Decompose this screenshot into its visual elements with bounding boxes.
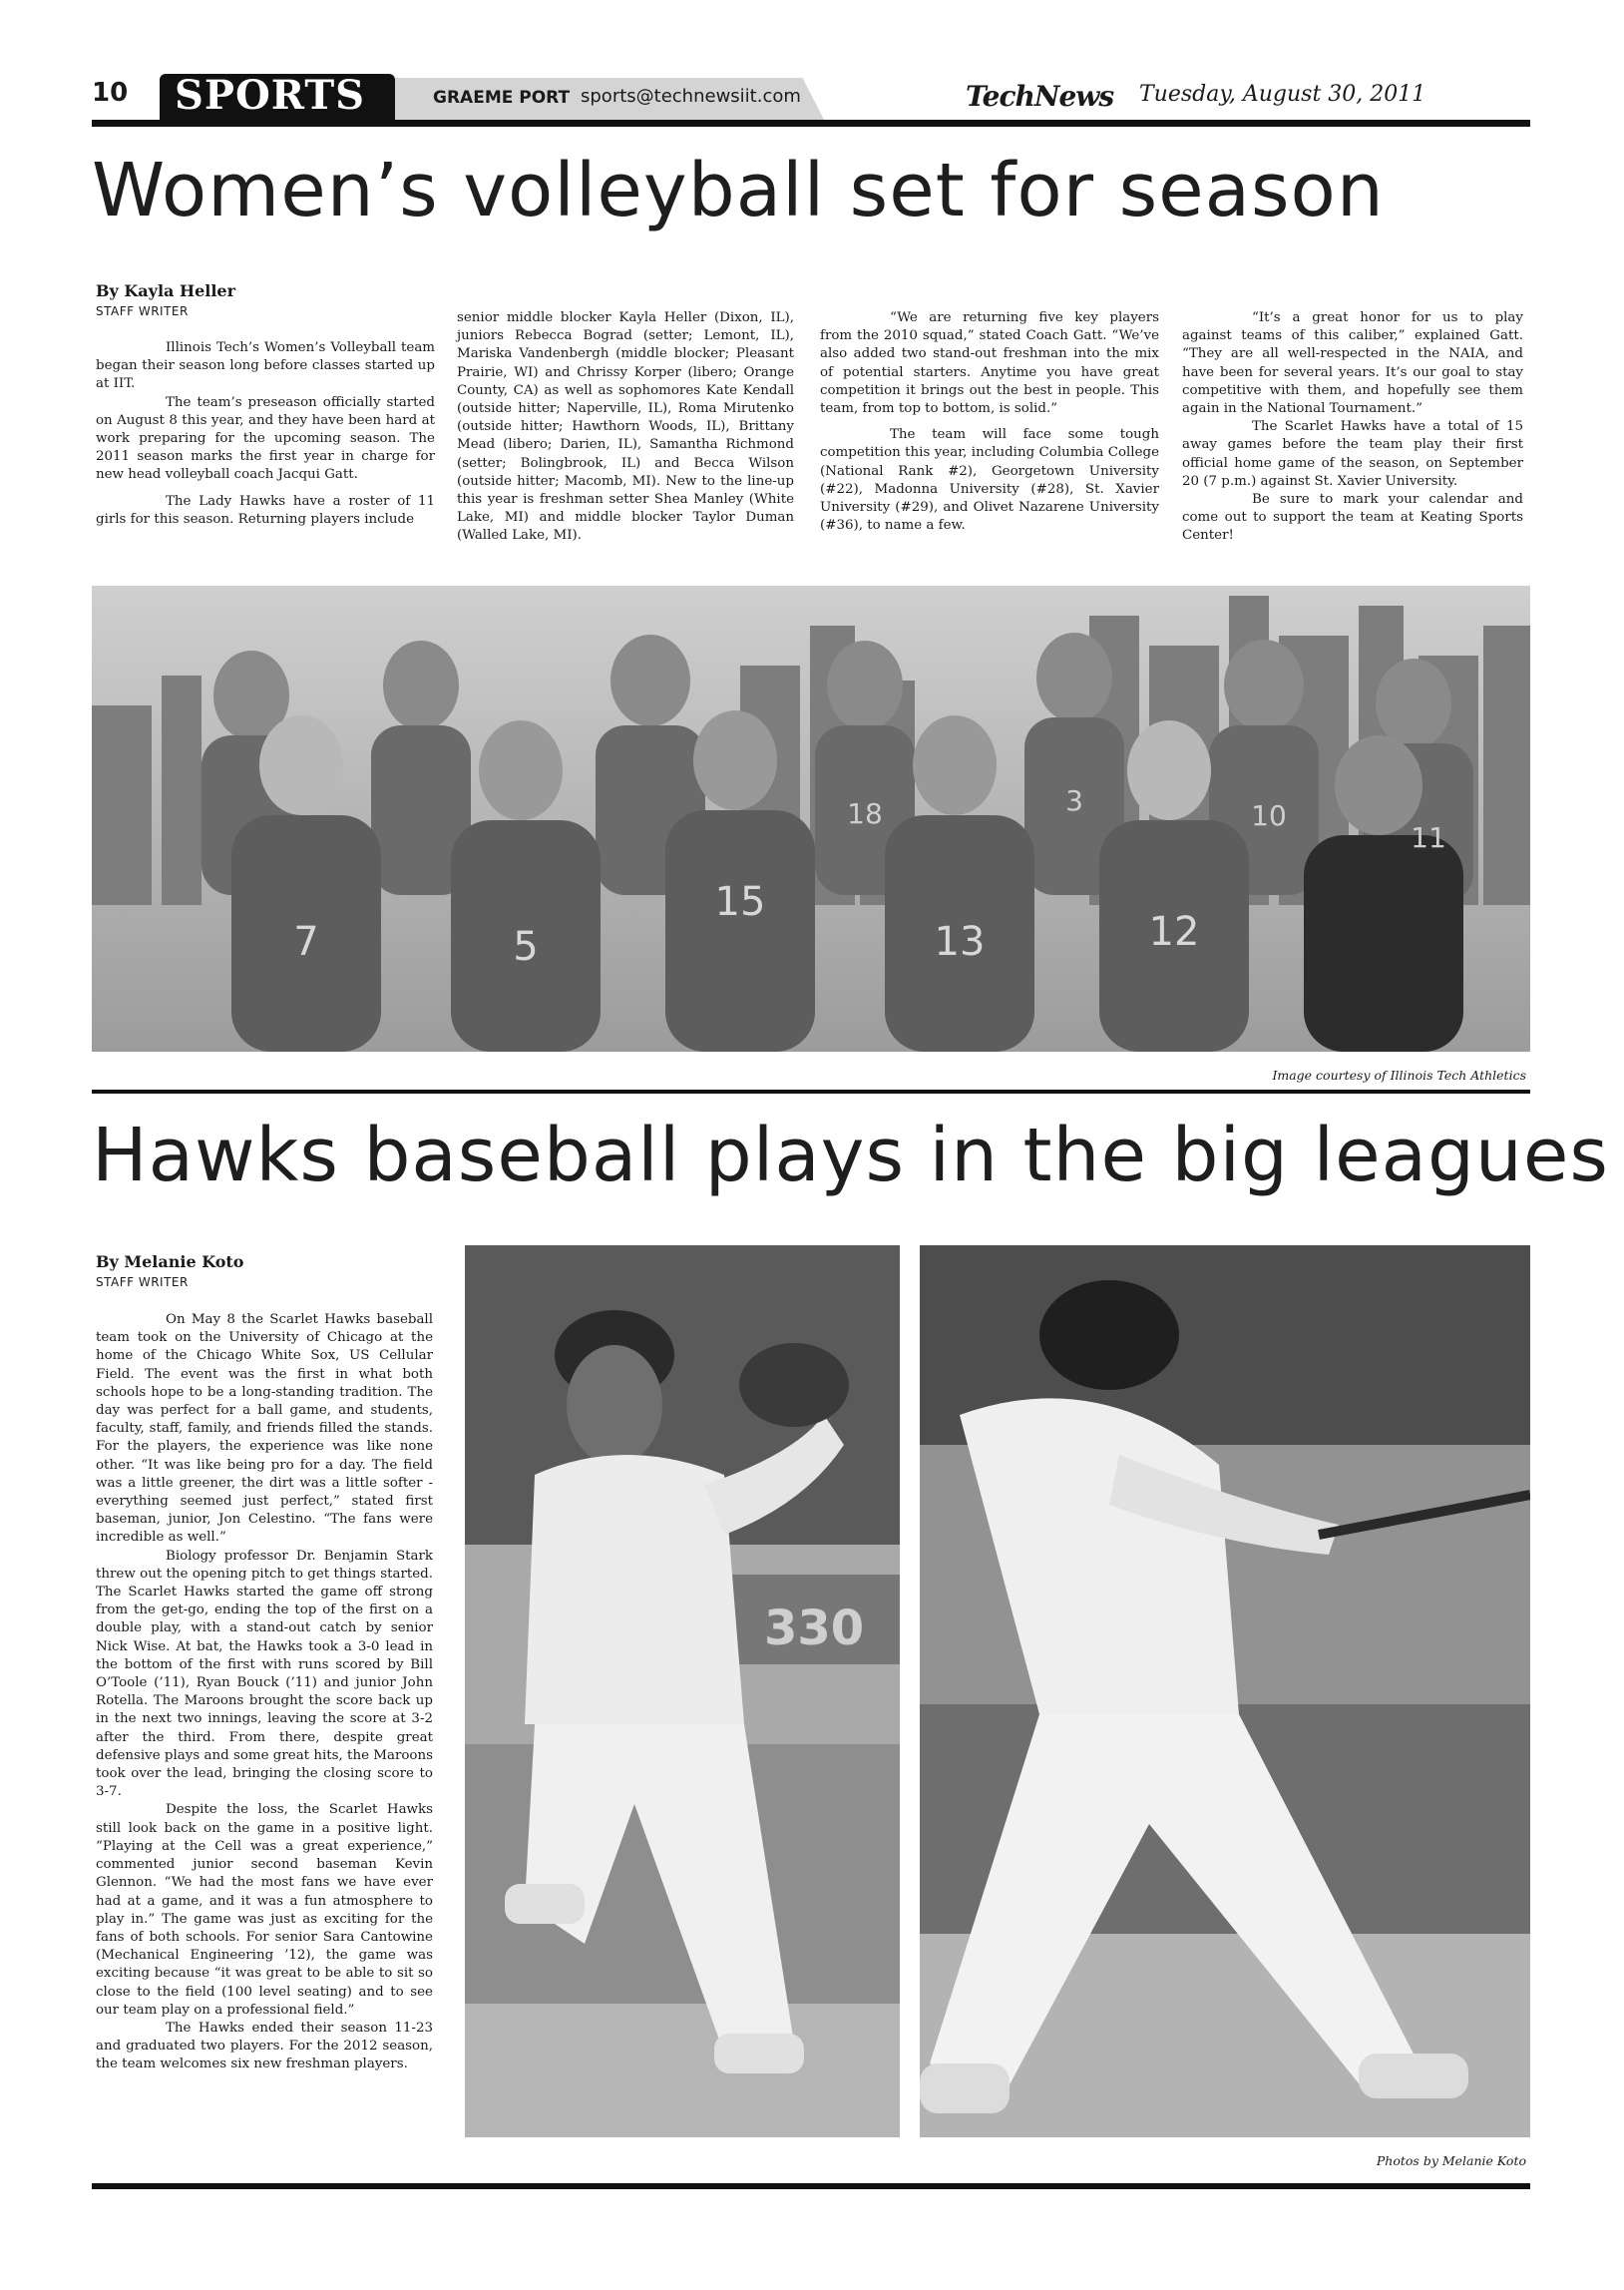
photo-caption-baseball: Photos by Melanie Koto bbox=[1376, 2153, 1526, 2168]
issue-date: Tuesday, August 30, 2011 bbox=[1139, 82, 1426, 107]
article1-column-4 bbox=[1182, 309, 1523, 546]
paragraph: senior middle blocker Kayla Heller (Dixon, IL), juniors Rebecca Bograd (setter; Lemont, IL), Mariska Vandenbergh (middle blocker; Pleasant Prairie, WI) and Chrissy Korper (libero; Orange County, CA) as well as sophomores Kate Kendall (outside hitter; Naperville, IL), Roma Mirutenko (outside hitter; Hawthorn Woods, IL), Brittany Mead (libero; Darien, IL), Samantha Richmond (setter; Bolingbrook, IL) and Becca Wilson (outside hitter; Macomb, MI). New to the line-up this year is freshman setter Shea Manley (White Lake, MI) and middle blocker Taylor Duman (Walled Lake, MI). bbox=[457, 310, 794, 544]
team-photo-art bbox=[92, 586, 1530, 1052]
paragraph: Despite the loss, the Scarlet Hawks still look back on the game in a positive light. “Playing at the Cell was a great experience,” commented junior second baseman Kevin Glennon. “We had the most fans we have ever had at a game, and it was a fun atmosphere to play in.” The game was just as exciting for the fans of both schools. For senior Sara Cantowine (Mechanical Engineering ’12), the game was exciting because “it was great to be able to sit so close to the field (100 level seating) and to see our team play on a professional field.” bbox=[96, 1802, 433, 2018]
pitcher-photo bbox=[465, 1245, 900, 2137]
paragraph: On May 8 the Scarlet Hawks baseball team took on the University of Chicago at the home of the Chicago White Sox, US Cellular Field. The event was the first in what both schools hope to be a long-standing tradition. The day was perfect for a ball game, and students, faculty, staff, family, and friends filled the stands. For the players, the experience was like none other. “It was like being pro for a day. The field was a little greener, the dirt was a little softer - everything seemed just perfect,” stated first baseman, junior, Jon Celestino. “The fans were incredible as well.” bbox=[96, 1312, 433, 1546]
jersey-number: 7 bbox=[293, 919, 319, 965]
byline-role: STAFF WRITER bbox=[96, 304, 189, 318]
article1-column-1 bbox=[96, 339, 435, 529]
page-number: 10 bbox=[92, 78, 129, 108]
article1-column-3 bbox=[820, 309, 1159, 535]
jersey-number: 5 bbox=[513, 924, 539, 970]
paragraph: Illinois Tech’s Women’s Volleyball team began their season long before classes started up at IIT. bbox=[96, 340, 435, 392]
article2-body bbox=[96, 1311, 433, 2074]
paragraph: “We are returning five key players from the 2010 squad,” stated Coach Gatt. “We’ve also added two stand-out freshman into the mix of potential starters. Anytime you have great competition it brings out the best in people. This team, from top to bottom, is solid.” bbox=[820, 310, 1159, 417]
jersey-number: 13 bbox=[934, 919, 986, 965]
paragraph: The Scarlet Hawks have a total of 15 away games before the team play their first official home game of the season, on September 20 (7 p.m.) against St. Xavier University. bbox=[1182, 419, 1523, 489]
paragraph: Biology professor Dr. Benjamin Stark threw out the opening pitch to get things started. The Scarlet Hawks started the game off strong from the get-go, ending the top of the first on a double play, with a stand-out catch by senior Nick Wise. At bat, the Hawks took a 3-0 lead in the bottom of the first with runs scored by Bill O’Toole (’11), Ryan Bouck (’11) and junior John Rotella. The Maroons brought the score back up in the next two innings, leaving the score at 3-2 after the third. From there, despite great defensive plays and some great hits, the Maroons took over the lead, bringing the closing score to 3-7. bbox=[96, 1548, 433, 1800]
paragraph: The team will face some tough competition this year, including Columbia College (National Rank #2), Georgetown University (#22), Madonna University (#28), St. Xavier University (#29), and Olivet Nazarene University (#36), to name a few. bbox=[820, 427, 1159, 534]
paragraph: “It’s a great honor for us to play against teams of this caliber,” explained Gatt. “They are all well-respected in the NAIA, and have been for several years. It’s our goal to stay competitive with them, and hopefully see them again in the National Tournament.” bbox=[1182, 310, 1523, 417]
scoreboard-number: 330 bbox=[764, 1601, 865, 1656]
paragraph: The Hawks ended their season 11-23 and graduated two players. For the 2012 season, the team welcomes six new freshman players. bbox=[96, 2020, 433, 2072]
section-email: sports@technewsiit.com bbox=[581, 86, 801, 107]
jersey-number: 10 bbox=[1251, 799, 1287, 832]
paragraph: The team’s preseason officially started on August 8 this year, and they have been hard at work preparing for the upcoming season. The 2011 season marks the first year in charge for new head volleyball coach Jacqui Gatt. bbox=[96, 394, 435, 483]
jersey-number: 18 bbox=[847, 797, 883, 830]
jersey-number: 12 bbox=[1148, 909, 1200, 955]
section-editor: GRAEME PORT bbox=[433, 88, 571, 108]
byline-volleyball: By Kayla Heller bbox=[96, 281, 236, 300]
batter-photo bbox=[920, 1245, 1530, 2137]
article-divider bbox=[92, 1090, 1530, 1094]
volleyball-team-photo bbox=[92, 586, 1530, 1052]
jersey-number: 3 bbox=[1065, 784, 1083, 817]
byline-role: STAFF WRITER bbox=[96, 1275, 189, 1289]
header-rule bbox=[92, 120, 1530, 127]
byline-baseball: By Melanie Koto bbox=[96, 1252, 244, 1271]
article1-column-2 bbox=[457, 309, 794, 546]
jersey-number: 15 bbox=[714, 879, 766, 925]
jersey-number: 11 bbox=[1411, 821, 1446, 854]
paragraph: The Lady Hawks have a roster of 11 girls for this season. Returning players include bbox=[96, 493, 435, 527]
headline-baseball: Hawks baseball plays in the big leagues bbox=[92, 1113, 1609, 1198]
headline-volleyball: Women’s volleyball set for season bbox=[92, 148, 1385, 233]
paragraph: Be sure to mark your calendar and come out to support the team at Keating Sports Center! bbox=[1182, 492, 1523, 544]
batter-photo-art bbox=[920, 1245, 1530, 2137]
pitcher-photo-art bbox=[465, 1245, 900, 2137]
footer-rule bbox=[92, 2183, 1530, 2189]
section-label: SPORTS bbox=[175, 72, 365, 119]
masthead-logo: TechNews bbox=[966, 80, 1114, 113]
photo-caption-volleyball: Image courtesy of Illinois Tech Athletics bbox=[1272, 1068, 1526, 1083]
